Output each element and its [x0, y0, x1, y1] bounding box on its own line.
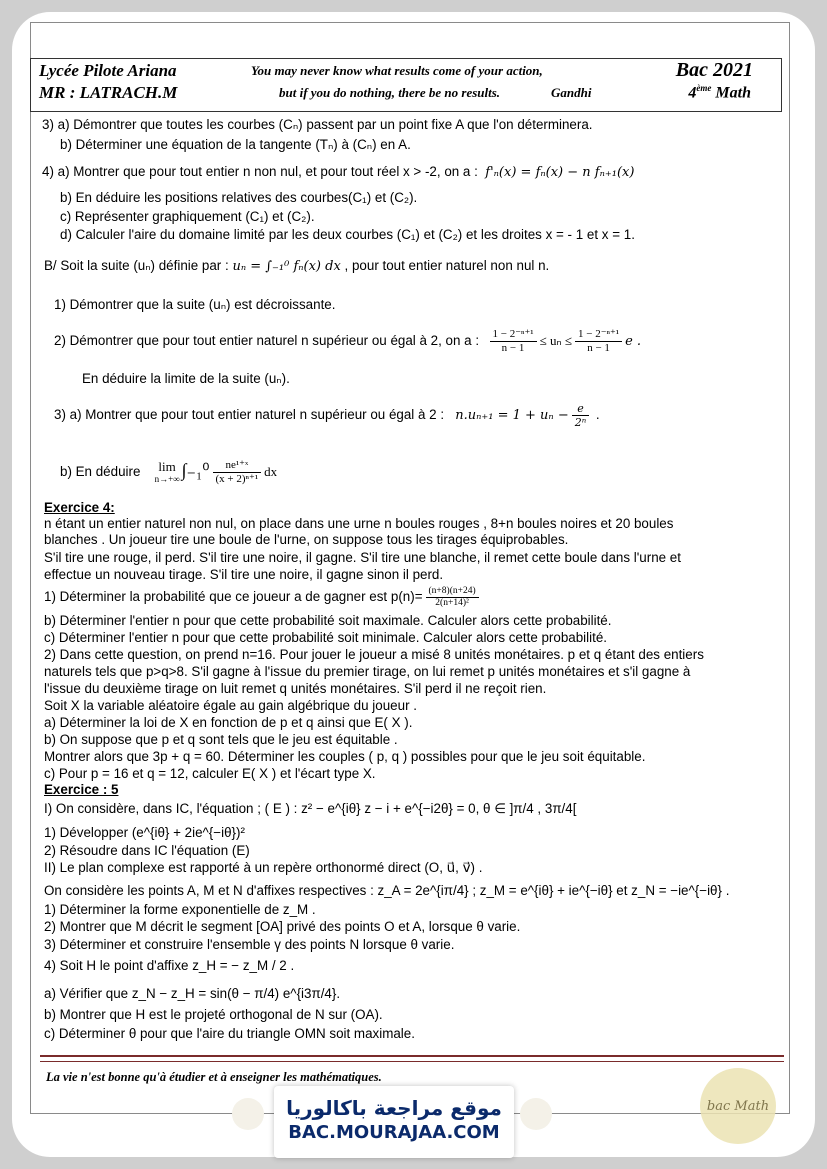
partB-q2-text: 2) Démontrer que pour tout entier naturel n supérieur ou égal à 2, on a :	[54, 333, 480, 348]
partB-q3-frac	[572, 402, 589, 429]
ex5-p2: II) Le plan complexe est rapporté à un repère orthonormé direct (O, u⃗, v⃗) .	[44, 860, 483, 875]
footer-rule	[40, 1055, 784, 1057]
ex4-q1-num: (n+8)(n+24)	[426, 586, 479, 598]
partB-q1: 1) Démontrer que la suite (uₙ) est décroissante.	[54, 297, 336, 312]
partA-q3a: 3) a) Démontrer que toutes les courbes (Cₙ) passent par un point fixe A que l'on déterminera.	[42, 117, 593, 132]
level-suffix: ème	[696, 83, 712, 93]
bac-math-logo: bac Math	[700, 1068, 776, 1144]
site-banner[interactable]	[274, 1086, 514, 1158]
ex5-q5: 3) Déterminer et construire l'ensemble γ des points N lorsque θ varie.	[44, 937, 455, 952]
partB-q3b-den: (x + 2)ⁿ⁺¹	[215, 472, 259, 485]
partB-q2-deduce: En déduire la limite de la suite (uₙ).	[82, 371, 290, 386]
partB-q2-frac-left	[490, 328, 537, 355]
partB-q2	[54, 326, 641, 357]
ex5-q3: 1) Déterminer la forme exponentielle de z_M .	[44, 902, 316, 917]
ex4-q2d: Soit X la variable aléatoire égale au gain algébrique du joueur .	[44, 698, 417, 713]
footer-quote: La vie n'est bonne qu'à étudier et à enseigner les mathématiques.	[46, 1070, 382, 1084]
ex5-q4: 2) Montrer que M décrit le segment [OA] privé des points O et A, lorsque θ varie.	[44, 919, 521, 934]
ex5-q9: c) Déterminer θ pour que l'aire du triangle OMN soit maximale.	[44, 1026, 415, 1041]
partB-intro-end: , pour tout entier naturel non nul n.	[344, 258, 550, 273]
partB-q3-formula: n.uₙ₊₁ = 1 + uₙ −	[455, 408, 569, 423]
ex5-title: Exercice : 5	[44, 782, 119, 797]
book-logo-icon	[232, 1098, 264, 1130]
ex5-q1: 1) Développer (e^{iθ} + 2ie^{−iθ})²	[44, 825, 245, 840]
ex4-qb: b) Déterminer l'entier n pour que cette probabilité soit maximale. Calculer alors cette probabilité.	[44, 613, 612, 628]
ex4-q1-frac	[426, 586, 479, 609]
ex4-q2c: l'issue du deuxième tirage on luit remet q unités monétaires. S'il perd il ne reçoit rien.	[44, 681, 547, 696]
partB-q3b-dx: dx	[264, 464, 278, 479]
partA-q4d: d) Calculer l'aire du domaine limité par les deux courbes (C₁) et (C₂) et les droites x = - 1 et x = 1.	[60, 227, 635, 242]
teacher-name: MR : LATRACH.M	[39, 83, 178, 102]
partB-q3b-under: n→+∞	[154, 474, 180, 485]
partB-q3-num: e	[572, 402, 589, 416]
ex4-qc: c) Déterminer l'entier n pour que cette probabilité soit minimale. Calculer alors cette probabilité.	[44, 630, 607, 645]
book-logo-icon-right	[520, 1098, 552, 1130]
footer-rule-thin	[40, 1061, 784, 1062]
partB-q2-den-left: n − 1	[501, 341, 525, 354]
ex4-p1: n étant un entier naturel non nul, on place dans une urne n boules rouges , 8+n boules noires et 20 boules	[44, 516, 674, 531]
ex4-q2h: c) Pour p = 16 et q = 12, calculer E( X ) et l'écart type X.	[44, 766, 376, 781]
ex4-q2f: b) On suppose que p et q sont tels que le jeu est équitable .	[44, 732, 398, 747]
ex4-q2a: 2) Dans cette question, on prend n=16. Pour jouer le joueur a misé 8 unités monétaires. p et q étant des entiers	[44, 647, 704, 662]
partB-q2-ineq: ≤ uₙ ≤	[539, 333, 573, 348]
partB-intro-text: B/ Soit la suite (uₙ) définie par :	[44, 258, 229, 273]
ex5-q2: 2) Résoudre dans IC l'équation (E)	[44, 843, 250, 858]
partB-q3b-frac	[213, 459, 262, 486]
ex4-q2g: Montrer alors que 3p + q = 60. Déterminer les couples ( p, q ) possibles pour que le jeu soit équitable.	[44, 749, 646, 764]
level-name: Math	[715, 84, 751, 102]
partB-q3b-lim: lim	[158, 459, 176, 475]
partB-q2-den-right: n − 1	[587, 341, 610, 354]
partA-q4b: b) En déduire les positions relatives des courbes(C₁) et (C₂).	[60, 190, 418, 205]
ex4-q1-den: 2(n+14)²	[435, 597, 469, 608]
header-quote-line1: You may never know what results come of your action,	[251, 63, 543, 78]
partB-q3b-text: b) En déduire	[60, 464, 141, 479]
ex4-p3: S'il tire une rouge, il perd. S'il tire une noire, il gagne. S'il tire une blanche, il remet cette boule dans l'urne et	[44, 550, 681, 565]
partB-q2-num-left: 1 − 2⁻ⁿ⁺¹	[490, 328, 537, 342]
exam-title: Bac 2021	[675, 59, 753, 81]
quote-author: Gandhi	[551, 85, 592, 100]
ex4-q1	[44, 584, 482, 610]
partB-q3	[54, 400, 600, 431]
ex4-p4: effectue un nouveau tirage. S'il tire une noire, il gagne sinon il perd.	[44, 567, 444, 582]
partB-intro	[44, 258, 549, 275]
exam-header	[30, 58, 782, 112]
site-url[interactable]: BAC.MOURAJAA.COM	[288, 1122, 500, 1143]
partB-q3b	[60, 453, 277, 489]
ex4-q2b: naturels tels que p>q>8. S'il gagne à l'issue du premier tirage, on lui remet p unités monétaires et s'il gagne à	[44, 664, 691, 679]
ex5-q7: a) Vérifier que z_N − z_H = sin(θ − π/4) e^{i3π/4}.	[44, 986, 341, 1001]
ex4-title: Exercice 4:	[44, 500, 115, 515]
partB-q3b-num: ne¹⁺ˣ	[213, 459, 262, 473]
partA-q4a-text: 4) a) Montrer que pour tout entier n non nul, et pour tout réel x > -2, on a :	[42, 164, 478, 179]
partA-q4c: c) Représenter graphiquement (C₁) et (C₂).	[60, 209, 315, 224]
partB-q2-frac-right	[575, 328, 622, 355]
ex4-q1-text: 1) Déterminer la probabilité que ce joueur a de gagner est p(n)=	[44, 589, 423, 604]
ex4-q2e: a) Déterminer la loi de X en fonction de p et q ainsi que E( X ).	[44, 715, 413, 730]
site-name-arabic: موقع مراجعة باكالوريا	[286, 1096, 502, 1120]
partB-q3-den: 2ⁿ	[574, 415, 587, 429]
ex5-p1: I) On considère, dans IC, l'équation ; ( E ) : z² − e^{iθ} z − i + e^{−i2θ} = 0, θ ∈ ]π/4 , 3π/4[	[44, 801, 577, 816]
partA-q4a	[42, 164, 634, 181]
header-quote-line2: but if you do nothing, there be no results.	[279, 85, 501, 100]
partB-q3-text: 3) a) Montrer que pour tout entier naturel n supérieur ou égal à 2 :	[54, 407, 445, 422]
partB-q2-end: e .	[625, 334, 642, 349]
partA-q3b: b) Déterminer une équation de la tangente (Tₙ) à (Cₙ) en A.	[60, 137, 411, 152]
level-number: 4	[688, 84, 697, 102]
ex4-p2: blanches . Un joueur tire une boule de l'urne, on suppose tous les tirages équiprobables.	[44, 532, 569, 547]
class-level	[688, 83, 751, 102]
ex5-q8: b) Montrer que H est le projeté orthogonal de N sur (OA).	[44, 1007, 383, 1022]
partB-intro-formula: uₙ = ∫₋₁⁰ fₙ(x) dx	[232, 259, 341, 274]
partB-q3b-int: ∫₋₁⁰	[181, 460, 210, 480]
partB-q2-num-right: 1 − 2⁻ⁿ⁺¹	[575, 328, 622, 342]
ex5-q6: 4) Soit H le point d'affixe z_H = − z_M / 2 .	[44, 958, 295, 973]
school-name: Lycée Pilote Ariana	[39, 61, 177, 80]
partB-q3b-limit	[155, 460, 180, 484]
partB-q3-end: .	[595, 407, 600, 422]
partA-q4a-formula: f'ₙ(x) = fₙ(x) − n fₙ₊₁(x)	[485, 165, 635, 180]
ex5-p3: On considère les points A, M et N d'affixes respectives : z_A = 2e^{iπ/4} ; z_M = e^{iθ} + ie^{−iθ} et z_N = −ie^{−iθ} .	[44, 883, 730, 898]
